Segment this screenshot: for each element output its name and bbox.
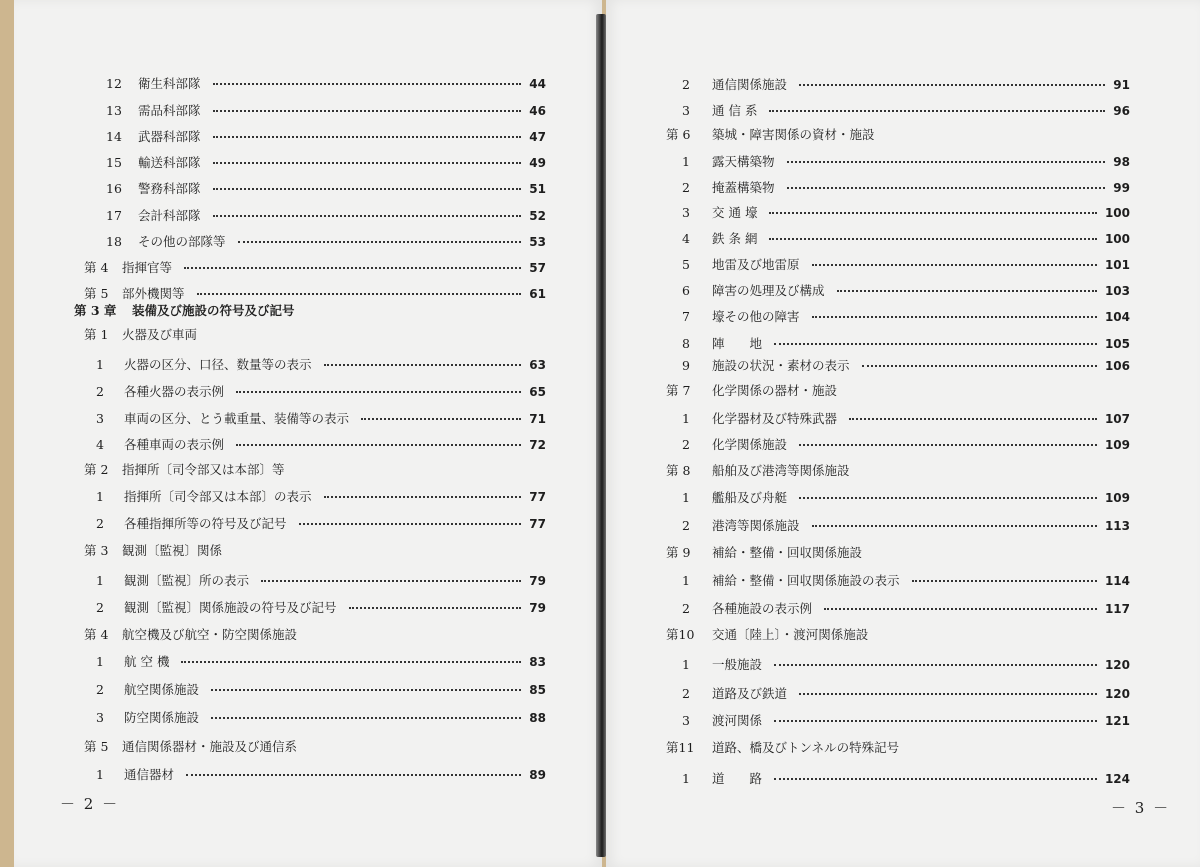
- left-page: [14, 0, 602, 867]
- toc-entry-page-number: 103: [1104, 284, 1130, 298]
- dot-leader: [787, 161, 1105, 163]
- toc-entry-title: 補給・整備・回収関係施設: [712, 545, 863, 560]
- toc-entry-title: 通 信 系: [712, 103, 758, 118]
- book-binding: [596, 14, 606, 857]
- toc-entry-number: 1: [682, 490, 690, 505]
- dot-leader: [184, 267, 521, 269]
- toc-entry: [606, 203, 1200, 223]
- dot-leader: [812, 316, 1097, 318]
- toc-entry-title: 通信関係器材・施設及び通信系: [122, 739, 298, 754]
- toc-entry-title: 各種車両の表示例: [124, 437, 225, 452]
- toc-entry-page-number: 106: [1104, 359, 1130, 373]
- dot-leader: [812, 264, 1097, 266]
- dot-leader: [799, 693, 1097, 695]
- toc-entry-number: 第 3: [84, 543, 109, 558]
- toc-entry-page-number: 109: [1104, 491, 1130, 505]
- toc-entry-page-number: 88: [529, 711, 546, 725]
- toc-entry-page-number: 114: [1104, 574, 1130, 588]
- toc-entry-title: 指揮官等: [122, 260, 173, 275]
- toc-entry: [14, 514, 602, 534]
- toc-entry: [14, 127, 602, 147]
- toc-entry-page-number: 104: [1104, 310, 1130, 324]
- toc-entry-number: 第 3 章: [74, 303, 117, 318]
- dot-leader: [236, 444, 521, 446]
- toc-entry-title: 壕その他の障害: [712, 309, 800, 324]
- dot-leader: [769, 238, 1097, 240]
- toc-entry-title: 部外機関等: [122, 286, 185, 301]
- dot-leader: [849, 418, 1097, 420]
- dot-leader: [824, 608, 1097, 610]
- toc-entry-title: 化学関係施設: [712, 437, 788, 452]
- toc-entry-page-number: 44: [529, 77, 546, 91]
- toc-entry: [14, 598, 602, 618]
- toc-entry: [14, 232, 602, 252]
- toc-entry-title: 車両の区分、とう載重量、装備等の表示: [124, 411, 350, 426]
- dot-leader: [324, 364, 521, 366]
- toc-entry-title: 一般施設: [712, 657, 763, 672]
- toc-entry-number: 1: [96, 357, 104, 372]
- toc-entry-title: 港湾等関係施設: [712, 518, 800, 533]
- toc-entry-page-number: 91: [1113, 78, 1130, 92]
- toc-entry-number: 3: [682, 205, 690, 220]
- toc-entry-title: 交 通 壕: [712, 205, 758, 220]
- toc-entry-page-number: 120: [1104, 687, 1130, 701]
- toc-entry-number: 2: [96, 516, 104, 531]
- toc-entry-number: 2: [96, 682, 104, 697]
- toc-entry-number: 第 1: [84, 327, 109, 342]
- toc-entry-page-number: 109: [1104, 438, 1130, 452]
- dot-leader: [299, 523, 521, 525]
- toc-entry: [14, 765, 602, 785]
- toc-entry: [606, 334, 1200, 354]
- toc-entry-title: 火器及び車両: [122, 327, 198, 342]
- toc-entry: [14, 74, 602, 94]
- toc-entry-title: 通信関係施設: [712, 77, 788, 92]
- toc-entry-title: 衛生科部隊: [138, 76, 201, 91]
- toc-entry-page-number: 113: [1104, 519, 1130, 533]
- dot-leader: [769, 110, 1105, 112]
- toc-entry: [14, 460, 602, 480]
- toc-entry: [14, 258, 602, 278]
- toc-entry-number: 1: [96, 654, 104, 669]
- toc-entry-title: 補給・整備・回収関係施設の表示: [712, 573, 900, 588]
- toc-entry: [606, 356, 1200, 376]
- toc-entry-number: 第10: [666, 627, 695, 642]
- toc-entry-title: 船舶及び港湾等関係施設: [712, 463, 850, 478]
- toc-entry: [606, 125, 1200, 145]
- toc-entry-title: 化学器材及び特殊武器: [712, 411, 838, 426]
- page-folio: － 2 －: [60, 795, 120, 813]
- toc-entry-number: 第 5: [84, 286, 109, 301]
- toc-entry: [606, 307, 1200, 327]
- toc-entry-page-number: 120: [1104, 658, 1130, 672]
- dot-leader: [211, 689, 521, 691]
- dot-leader: [774, 778, 1097, 780]
- toc-entry: [606, 281, 1200, 301]
- toc-entry-number: 第 5: [84, 739, 109, 754]
- toc-entry-number: 第 7: [666, 383, 691, 398]
- dot-leader: [812, 525, 1097, 527]
- toc-entry: [606, 738, 1200, 758]
- toc-entry-page-number: 57: [529, 261, 546, 275]
- toc-entry-number: 1: [682, 657, 690, 672]
- dot-leader: [799, 444, 1097, 446]
- toc-entry-page-number: 117: [1104, 602, 1130, 616]
- toc-entry-title: 防空関係施設: [124, 710, 200, 725]
- toc-entry-number: 1: [96, 489, 104, 504]
- dot-leader: [774, 720, 1097, 722]
- toc-entry-page-number: 79: [529, 574, 546, 588]
- toc-entry-title: 観測〔監視〕関係: [122, 543, 223, 558]
- toc-entry-number: 3: [96, 710, 104, 725]
- toc-entry-number: 2: [682, 77, 690, 92]
- toc-entry-number: 2: [96, 384, 104, 399]
- toc-entry-title: 施設の状況・素材の表示: [712, 358, 850, 373]
- toc-entry-number: 第 9: [666, 545, 691, 560]
- toc-entry: [606, 178, 1200, 198]
- toc-entry-title: 築城・障害関係の資材・施設: [712, 127, 875, 142]
- toc-entry-number: 17: [106, 208, 122, 223]
- toc-entry-number: 14: [106, 129, 122, 144]
- toc-entry-title: 道路、橋及びトンネルの特殊記号: [712, 740, 900, 755]
- toc-entry: [606, 711, 1200, 731]
- toc-entry: [606, 769, 1200, 789]
- toc-entry-number: 2: [682, 180, 690, 195]
- toc-entry-number: 9: [682, 358, 690, 373]
- toc-entry: [606, 461, 1200, 481]
- toc-entry-title: 武器科部隊: [138, 129, 201, 144]
- toc-entry: [14, 625, 602, 645]
- toc-entry-number: 7: [682, 309, 690, 324]
- toc-entry: [14, 680, 602, 700]
- dot-leader: [197, 293, 521, 295]
- toc-entry-title: 観測〔監視〕関係施設の符号及び記号: [124, 600, 337, 615]
- toc-entry-number: 第 6: [666, 127, 691, 142]
- toc-entry-title: 化学関係の器材・施設: [712, 383, 838, 398]
- toc-entry: [606, 625, 1200, 645]
- toc-entry-title: 道 路: [712, 771, 763, 786]
- toc-entry-title: 渡河関係: [712, 713, 763, 728]
- toc-entry-title: 航 空 機: [124, 654, 170, 669]
- right-page: [606, 0, 1200, 867]
- toc-entry: [14, 206, 602, 226]
- toc-entry-title: 通信器材: [124, 767, 175, 782]
- toc-entry: [606, 435, 1200, 455]
- toc-entry: [14, 487, 602, 507]
- dot-leader: [213, 162, 521, 164]
- toc-entry-number: 第 4: [84, 260, 109, 275]
- toc-entry-title: 需品科部隊: [138, 103, 201, 118]
- toc-entry: [606, 381, 1200, 401]
- toc-entry: [14, 179, 602, 199]
- dot-leader: [213, 83, 521, 85]
- toc-entry-number: 3: [682, 103, 690, 118]
- toc-entry-title: 艦船及び舟艇: [712, 490, 788, 505]
- dot-leader: [238, 241, 521, 243]
- toc-entry-number: 第 8: [666, 463, 691, 478]
- toc-entry-title: 各種火器の表示例: [124, 384, 225, 399]
- toc-entry-page-number: 121: [1104, 714, 1130, 728]
- dot-leader: [862, 365, 1097, 367]
- toc-entry-number: 3: [96, 411, 104, 426]
- toc-entry-number: 第 2: [84, 462, 109, 477]
- dot-leader: [213, 188, 521, 190]
- toc-entry-number: 1: [96, 767, 104, 782]
- toc-entry: [14, 355, 602, 375]
- toc-entry-page-number: 77: [529, 517, 546, 531]
- toc-entry-title: 航空関係施設: [124, 682, 200, 697]
- toc-entry-title: 指揮所〔司令部又は本部〕等: [122, 462, 285, 477]
- toc-entry-number: 1: [682, 573, 690, 588]
- toc-entry-title: 会計科部隊: [138, 208, 201, 223]
- page-folio: － 3 －: [1111, 799, 1171, 817]
- dot-leader: [787, 187, 1105, 189]
- toc-entry-number: 2: [96, 600, 104, 615]
- toc-entry-number: 2: [682, 518, 690, 533]
- toc-entry-title: 各種指揮所等の符号及び記号: [124, 516, 287, 531]
- toc-entry: [14, 541, 602, 561]
- toc-entry-title: 交通〔陸上〕・渡河関係施設: [712, 627, 869, 642]
- toc-entry-page-number: 65: [529, 385, 546, 399]
- toc-entry-page-number: 100: [1104, 206, 1130, 220]
- dot-leader: [186, 774, 521, 776]
- toc-entry-number: 13: [106, 103, 122, 118]
- toc-entry-page-number: 61: [529, 287, 546, 301]
- dot-leader: [912, 580, 1097, 582]
- dot-leader: [211, 717, 521, 719]
- toc-entry-page-number: 63: [529, 358, 546, 372]
- toc-entry-number: 15: [106, 155, 122, 170]
- dot-leader: [361, 418, 521, 420]
- toc-entry-number: 5: [682, 257, 690, 272]
- toc-entry-number: 4: [96, 437, 104, 452]
- toc-entry-title: その他の部隊等: [138, 234, 226, 249]
- dot-leader: [769, 212, 1097, 214]
- toc-entry-page-number: 71: [529, 412, 546, 426]
- toc-entry-title: 装備及び施設の符号及び記号: [132, 303, 295, 318]
- toc-entry: [606, 229, 1200, 249]
- dot-leader: [213, 215, 521, 217]
- toc-entry: [606, 599, 1200, 619]
- toc-entry-number: 2: [682, 437, 690, 452]
- toc-entry: [14, 153, 602, 173]
- toc-entry-number: 第 4: [84, 627, 109, 642]
- toc-entry-page-number: 105: [1104, 337, 1130, 351]
- toc-entry-page-number: 77: [529, 490, 546, 504]
- toc-entry-page-number: 79: [529, 601, 546, 615]
- toc-entry: [606, 101, 1200, 121]
- toc-entry-title: 障害の処理及び構成: [712, 283, 825, 298]
- dot-leader: [213, 136, 521, 138]
- toc-entry: [606, 516, 1200, 536]
- toc-entry: [606, 409, 1200, 429]
- toc-entry-title: 火器の区分、口径、数量等の表示: [124, 357, 312, 372]
- toc-entry: [606, 152, 1200, 172]
- toc-entry-page-number: 51: [529, 182, 546, 196]
- toc-entry-title: 露天構築物: [712, 154, 775, 169]
- toc-entry-page-number: 100: [1104, 232, 1130, 246]
- toc-entry: [14, 571, 602, 591]
- toc-entry: [14, 652, 602, 672]
- toc-entry-number: 1: [96, 573, 104, 588]
- toc-entry-page-number: 72: [529, 438, 546, 452]
- toc-entry-page-number: 85: [529, 683, 546, 697]
- dot-leader: [799, 497, 1097, 499]
- toc-entry: [606, 571, 1200, 591]
- toc-entry-page-number: 89: [529, 768, 546, 782]
- toc-entry-page-number: 99: [1113, 181, 1130, 195]
- toc-entry-number: 16: [106, 181, 122, 196]
- toc-entry-number: 2: [682, 601, 690, 616]
- toc-entry: [14, 737, 602, 757]
- toc-entry-title: 掩蓋構築物: [712, 180, 775, 195]
- toc-entry-number: 18: [106, 234, 122, 249]
- toc-entry-page-number: 46: [529, 104, 546, 118]
- toc-entry-number: 第11: [666, 740, 695, 755]
- toc-entry-number: 1: [682, 411, 690, 426]
- toc-entry-number: 12: [106, 76, 122, 91]
- dot-leader: [774, 664, 1097, 666]
- dot-leader: [324, 496, 521, 498]
- toc-entry-page-number: 47: [529, 130, 546, 144]
- toc-entry: [606, 684, 1200, 704]
- toc-entry-page-number: 49: [529, 156, 546, 170]
- toc-entry-title: 鉄 条 網: [712, 231, 758, 246]
- toc-entry-title: 地雷及び地雷原: [712, 257, 800, 272]
- toc-entry: [14, 409, 602, 429]
- toc-entry-number: 8: [682, 336, 690, 351]
- toc-entry-title: 各種施設の表示例: [712, 601, 813, 616]
- dot-leader: [837, 290, 1097, 292]
- dot-leader: [181, 661, 521, 663]
- toc-entry: [14, 708, 602, 728]
- toc-entry: [606, 655, 1200, 675]
- toc-entry-title: 輸送科部隊: [138, 155, 201, 170]
- toc-entry: [606, 255, 1200, 275]
- toc-entry-title: 航空機及び航空・防空関係施設: [122, 627, 298, 642]
- toc-entry-number: 3: [682, 713, 690, 728]
- toc-entry-page-number: 52: [529, 209, 546, 223]
- toc-entry-number: 1: [682, 154, 690, 169]
- toc-entry-title: 警務科部隊: [138, 181, 201, 196]
- dot-leader: [349, 607, 521, 609]
- toc-entry-page-number: 83: [529, 655, 546, 669]
- toc-entry: [606, 543, 1200, 563]
- dot-leader: [236, 391, 521, 393]
- toc-entry: [606, 488, 1200, 508]
- toc-entry-page-number: 53: [529, 235, 546, 249]
- dot-leader: [213, 110, 521, 112]
- toc-entry-title: 指揮所〔司令部又は本部〕の表示: [124, 489, 312, 504]
- toc-entry: [14, 325, 602, 345]
- toc-entry-page-number: 101: [1104, 258, 1130, 272]
- toc-entry-number: 1: [682, 771, 690, 786]
- toc-entry-number: 2: [682, 686, 690, 701]
- toc-entry-title: 道路及び鉄道: [712, 686, 788, 701]
- toc-entry-page-number: 107: [1104, 412, 1130, 426]
- toc-entry-page-number: 124: [1104, 772, 1130, 786]
- toc-entry-title: 観測〔監視〕所の表示: [124, 573, 250, 588]
- toc-entry-title: 陣 地: [712, 336, 763, 351]
- toc-entry-number: 6: [682, 283, 690, 298]
- dot-leader: [799, 84, 1105, 86]
- dot-leader: [774, 343, 1097, 345]
- toc-entry-page-number: 98: [1113, 155, 1130, 169]
- toc-entry: [14, 435, 602, 455]
- toc-entry: [14, 101, 602, 121]
- toc-entry: [14, 382, 602, 402]
- toc-entry: [14, 301, 602, 321]
- toc-entry-number: 4: [682, 231, 690, 246]
- dot-leader: [261, 580, 521, 582]
- toc-entry-page-number: 96: [1113, 104, 1130, 118]
- toc-entry: [606, 75, 1200, 95]
